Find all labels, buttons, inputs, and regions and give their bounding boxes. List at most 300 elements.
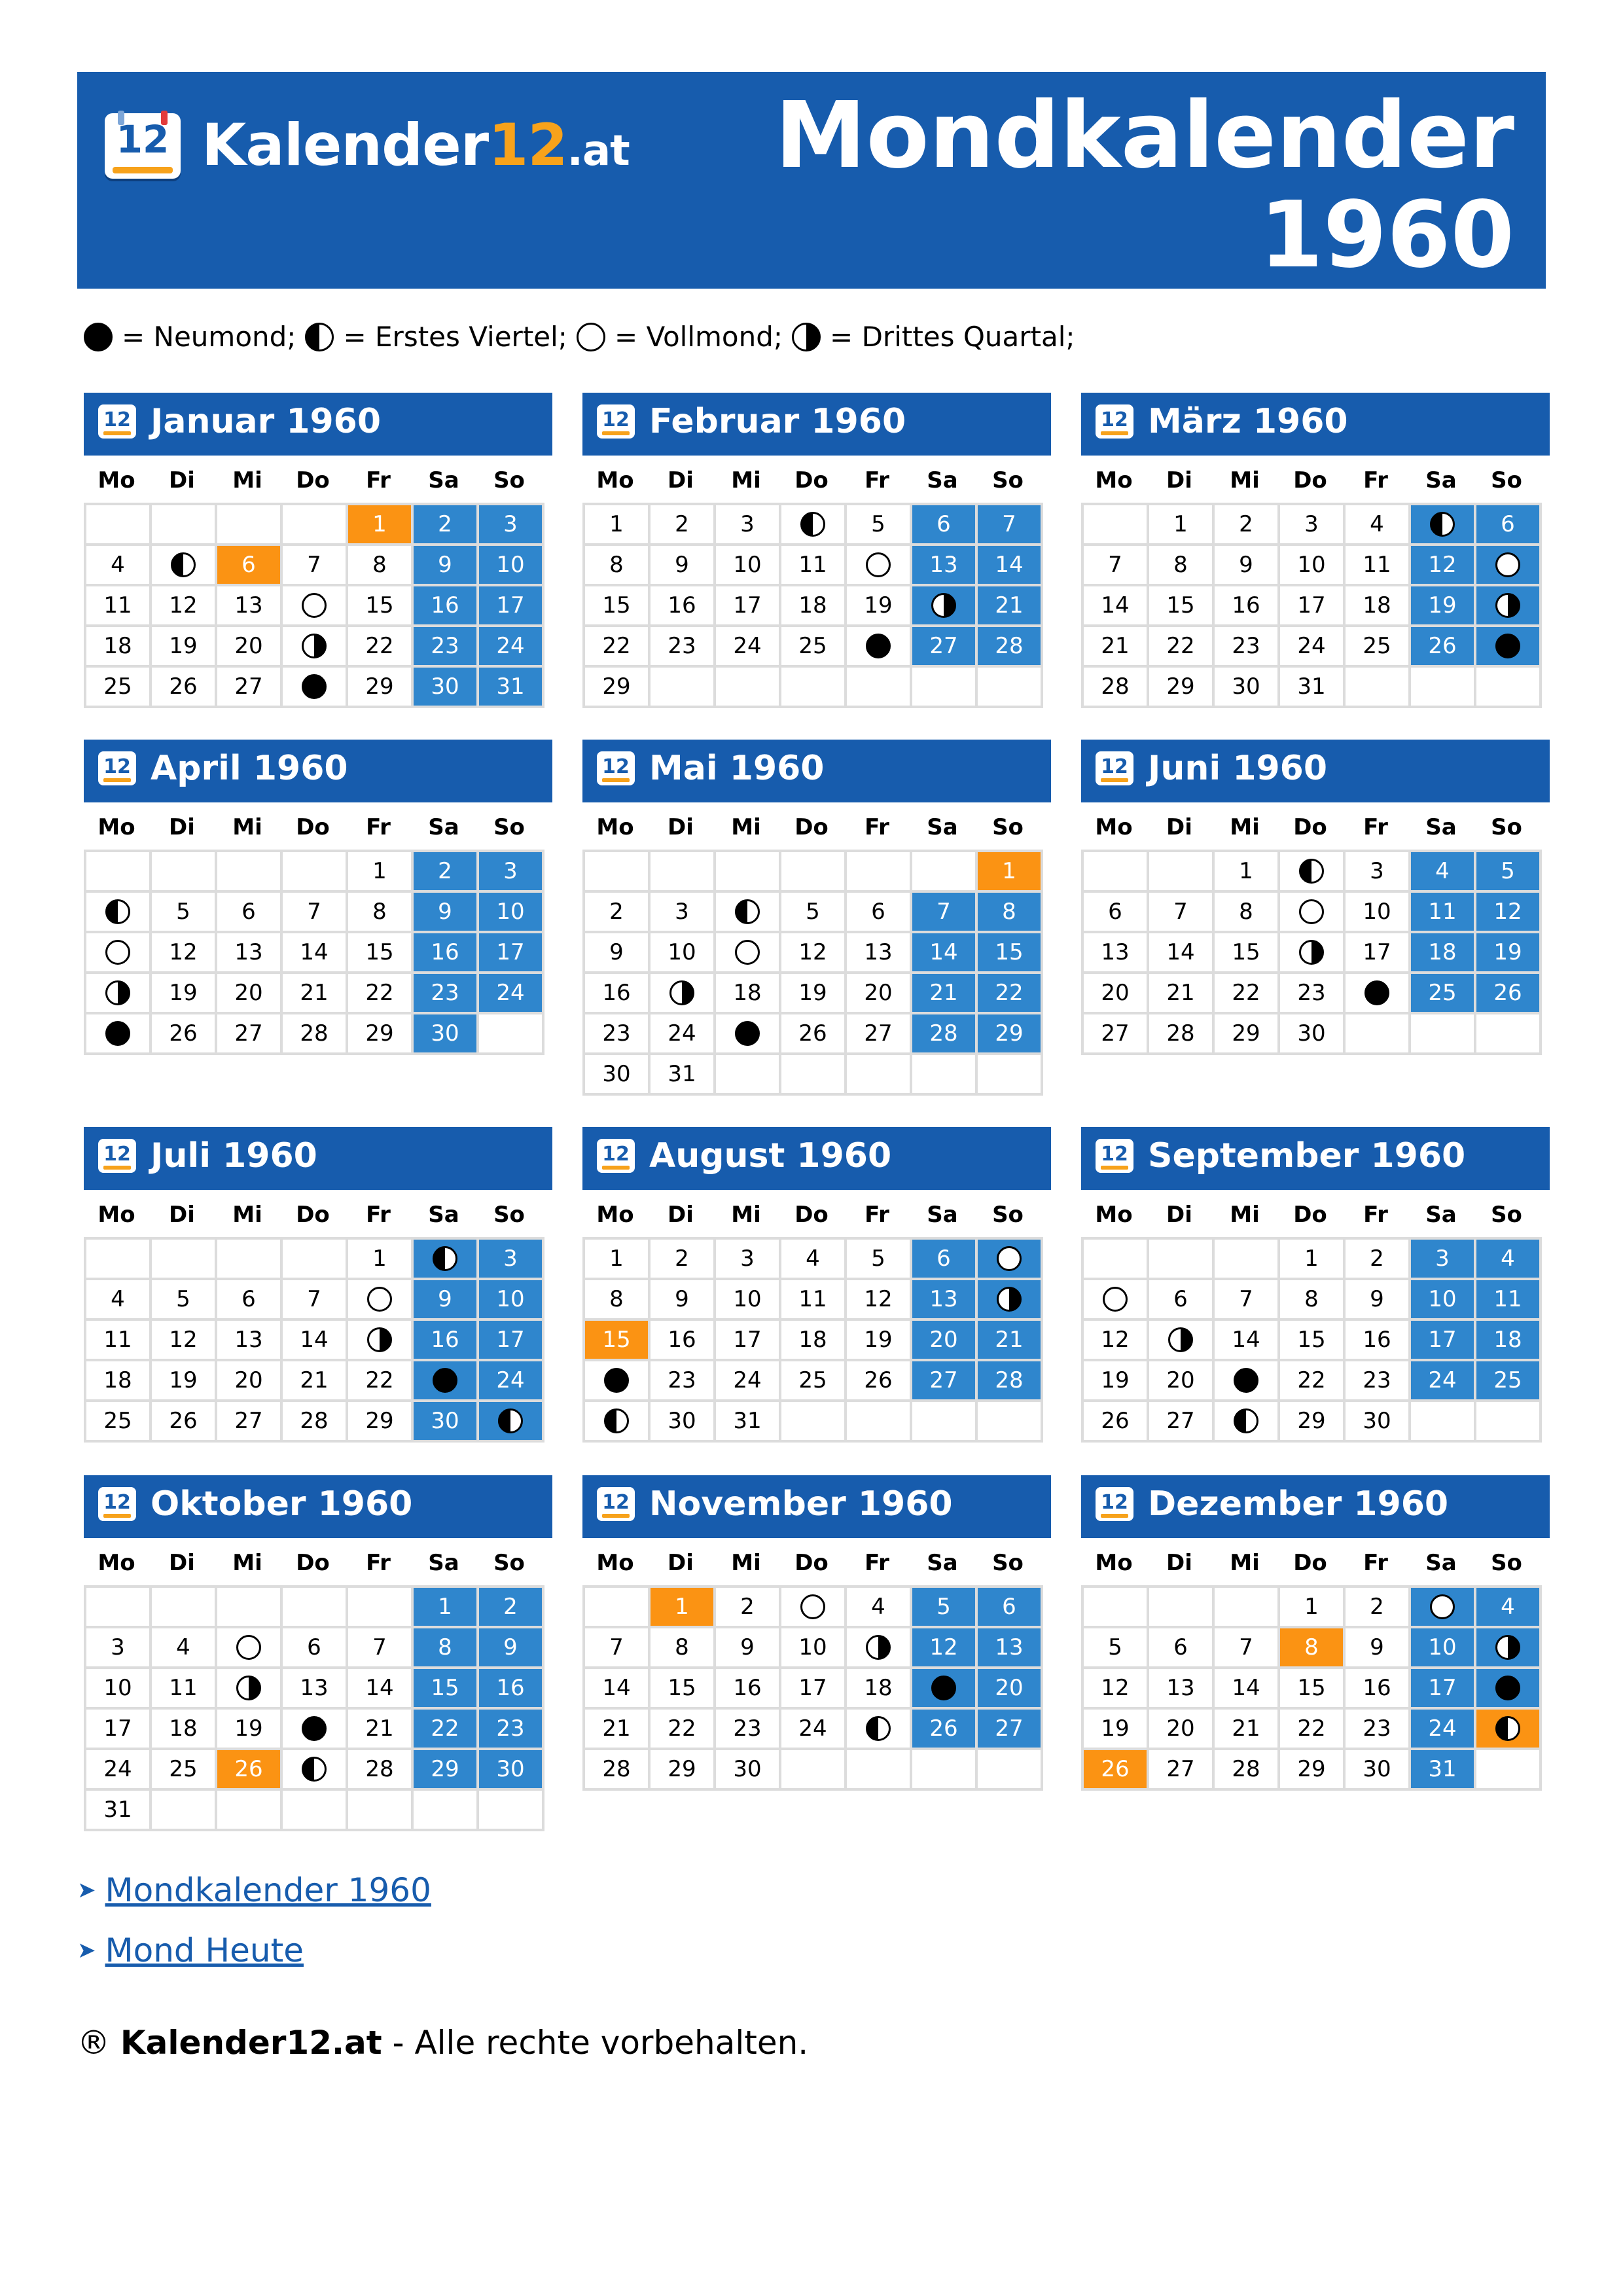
day-cell[interactable] bbox=[414, 668, 479, 708]
day-cell[interactable] bbox=[348, 852, 414, 893]
day-cell[interactable] bbox=[1215, 1014, 1280, 1055]
day-cell[interactable] bbox=[86, 974, 152, 1014]
day-cell[interactable] bbox=[978, 505, 1043, 546]
day-cell[interactable] bbox=[283, 546, 348, 586]
day-cell[interactable] bbox=[1346, 852, 1411, 893]
day-cell[interactable] bbox=[1411, 505, 1476, 546]
day-cell[interactable] bbox=[479, 1361, 544, 1402]
day-cell[interactable] bbox=[978, 586, 1043, 627]
day-cell[interactable] bbox=[283, 1280, 348, 1321]
day-cell[interactable] bbox=[283, 1628, 348, 1669]
day-cell[interactable] bbox=[1411, 1669, 1476, 1710]
day-cell[interactable] bbox=[1411, 1321, 1476, 1361]
day-cell[interactable] bbox=[847, 1321, 912, 1361]
day-cell[interactable] bbox=[1149, 546, 1215, 586]
day-cell[interactable] bbox=[1346, 1321, 1411, 1361]
day-cell[interactable] bbox=[283, 627, 348, 668]
day-cell[interactable] bbox=[781, 1321, 847, 1361]
day-cell[interactable] bbox=[1411, 1628, 1476, 1669]
day-cell[interactable] bbox=[86, 1402, 152, 1443]
day-cell[interactable] bbox=[1084, 1014, 1149, 1055]
day-cell[interactable] bbox=[847, 586, 912, 627]
day-cell[interactable] bbox=[978, 1669, 1043, 1710]
day-cell[interactable] bbox=[1476, 1240, 1542, 1280]
day-cell[interactable] bbox=[152, 1628, 217, 1669]
day-cell[interactable] bbox=[716, 546, 781, 586]
day-cell[interactable] bbox=[978, 1321, 1043, 1361]
day-cell[interactable] bbox=[1476, 627, 1542, 668]
day-cell[interactable] bbox=[912, 1669, 978, 1710]
day-cell[interactable] bbox=[651, 627, 716, 668]
day-cell[interactable] bbox=[1215, 933, 1280, 974]
day-cell[interactable] bbox=[1084, 933, 1149, 974]
day-cell[interactable] bbox=[1476, 1280, 1542, 1321]
day-cell[interactable] bbox=[86, 1361, 152, 1402]
day-cell[interactable] bbox=[1280, 933, 1346, 974]
day-cell[interactable] bbox=[1149, 1321, 1215, 1361]
day-cell[interactable] bbox=[585, 627, 651, 668]
day-cell[interactable] bbox=[348, 1280, 414, 1321]
day-cell[interactable] bbox=[348, 627, 414, 668]
day-cell[interactable] bbox=[152, 668, 217, 708]
day-cell[interactable] bbox=[1215, 1361, 1280, 1402]
day-cell[interactable] bbox=[1280, 1280, 1346, 1321]
day-cell[interactable] bbox=[912, 586, 978, 627]
day-cell[interactable] bbox=[1215, 1710, 1280, 1750]
day-cell[interactable] bbox=[217, 1321, 283, 1361]
day-cell[interactable] bbox=[912, 1240, 978, 1280]
day-cell[interactable] bbox=[86, 1710, 152, 1750]
day-cell[interactable] bbox=[585, 546, 651, 586]
day-cell[interactable] bbox=[479, 1588, 544, 1628]
day-cell[interactable] bbox=[1476, 586, 1542, 627]
day-cell[interactable] bbox=[1476, 1588, 1542, 1628]
day-cell[interactable] bbox=[86, 1750, 152, 1791]
day-cell[interactable] bbox=[781, 627, 847, 668]
day-cell[interactable] bbox=[651, 1321, 716, 1361]
day-cell[interactable] bbox=[978, 974, 1043, 1014]
day-cell[interactable] bbox=[86, 1669, 152, 1710]
day-cell[interactable] bbox=[479, 668, 544, 708]
day-cell[interactable] bbox=[1280, 1750, 1346, 1791]
day-cell[interactable] bbox=[348, 1750, 414, 1791]
day-cell[interactable] bbox=[1084, 974, 1149, 1014]
day-cell[interactable] bbox=[716, 505, 781, 546]
day-cell[interactable] bbox=[1411, 1280, 1476, 1321]
day-cell[interactable] bbox=[978, 852, 1043, 893]
day-cell[interactable] bbox=[847, 1280, 912, 1321]
day-cell[interactable] bbox=[716, 627, 781, 668]
day-cell[interactable] bbox=[1149, 668, 1215, 708]
day-cell[interactable] bbox=[716, 1321, 781, 1361]
day-cell[interactable] bbox=[781, 1588, 847, 1628]
day-cell[interactable] bbox=[847, 1014, 912, 1055]
day-cell[interactable] bbox=[978, 1240, 1043, 1280]
day-cell[interactable] bbox=[1084, 668, 1149, 708]
day-cell[interactable] bbox=[414, 1628, 479, 1669]
day-cell[interactable] bbox=[847, 1240, 912, 1280]
day-cell[interactable] bbox=[1476, 893, 1542, 933]
day-cell[interactable] bbox=[152, 1361, 217, 1402]
day-cell[interactable] bbox=[348, 933, 414, 974]
day-cell[interactable] bbox=[152, 893, 217, 933]
day-cell[interactable] bbox=[283, 1402, 348, 1443]
day-cell[interactable] bbox=[585, 668, 651, 708]
day-cell[interactable] bbox=[217, 586, 283, 627]
day-cell[interactable] bbox=[479, 1710, 544, 1750]
day-cell[interactable] bbox=[585, 1669, 651, 1710]
day-cell[interactable] bbox=[912, 893, 978, 933]
day-cell[interactable] bbox=[781, 974, 847, 1014]
day-cell[interactable] bbox=[348, 546, 414, 586]
day-cell[interactable] bbox=[1346, 1628, 1411, 1669]
day-cell[interactable] bbox=[283, 1014, 348, 1055]
day-cell[interactable] bbox=[479, 586, 544, 627]
day-cell[interactable] bbox=[847, 1628, 912, 1669]
day-cell[interactable] bbox=[1280, 1628, 1346, 1669]
day-cell[interactable] bbox=[348, 1402, 414, 1443]
day-cell[interactable] bbox=[1346, 974, 1411, 1014]
day-cell[interactable] bbox=[651, 933, 716, 974]
day-cell[interactable] bbox=[847, 546, 912, 586]
day-cell[interactable] bbox=[414, 974, 479, 1014]
day-cell[interactable] bbox=[348, 974, 414, 1014]
day-cell[interactable] bbox=[781, 933, 847, 974]
day-cell[interactable] bbox=[1280, 586, 1346, 627]
day-cell[interactable] bbox=[716, 1280, 781, 1321]
day-cell[interactable] bbox=[1346, 586, 1411, 627]
day-cell[interactable] bbox=[1084, 1669, 1149, 1710]
day-cell[interactable] bbox=[348, 505, 414, 546]
day-cell[interactable] bbox=[1280, 546, 1346, 586]
day-cell[interactable] bbox=[1346, 627, 1411, 668]
day-cell[interactable] bbox=[414, 1588, 479, 1628]
day-cell[interactable] bbox=[86, 893, 152, 933]
day-cell[interactable] bbox=[781, 1669, 847, 1710]
day-cell[interactable] bbox=[781, 1710, 847, 1750]
day-cell[interactable] bbox=[847, 505, 912, 546]
day-cell[interactable] bbox=[1346, 1361, 1411, 1402]
day-cell[interactable] bbox=[414, 1321, 479, 1361]
day-cell[interactable] bbox=[479, 1750, 544, 1791]
day-cell[interactable] bbox=[585, 1628, 651, 1669]
day-cell[interactable] bbox=[1149, 893, 1215, 933]
day-cell[interactable] bbox=[847, 1669, 912, 1710]
day-cell[interactable] bbox=[414, 1240, 479, 1280]
day-cell[interactable] bbox=[1084, 586, 1149, 627]
day-cell[interactable] bbox=[1149, 1280, 1215, 1321]
day-cell[interactable] bbox=[1280, 1710, 1346, 1750]
day-cell[interactable] bbox=[912, 1628, 978, 1669]
day-cell[interactable] bbox=[651, 546, 716, 586]
day-cell[interactable] bbox=[1346, 546, 1411, 586]
day-cell[interactable] bbox=[217, 974, 283, 1014]
day-cell[interactable] bbox=[1411, 852, 1476, 893]
day-cell[interactable] bbox=[585, 1710, 651, 1750]
day-cell[interactable] bbox=[283, 1669, 348, 1710]
day-cell[interactable] bbox=[414, 1750, 479, 1791]
day-cell[interactable] bbox=[651, 1014, 716, 1055]
day-cell[interactable] bbox=[1476, 505, 1542, 546]
day-cell[interactable] bbox=[1215, 586, 1280, 627]
day-cell[interactable] bbox=[651, 1402, 716, 1443]
day-cell[interactable] bbox=[585, 1402, 651, 1443]
day-cell[interactable] bbox=[479, 1402, 544, 1443]
day-cell[interactable] bbox=[912, 1361, 978, 1402]
day-cell[interactable] bbox=[1280, 627, 1346, 668]
day-cell[interactable] bbox=[479, 1628, 544, 1669]
day-cell[interactable] bbox=[86, 586, 152, 627]
day-cell[interactable] bbox=[1215, 546, 1280, 586]
day-cell[interactable] bbox=[1476, 974, 1542, 1014]
day-cell[interactable] bbox=[1346, 1588, 1411, 1628]
day-cell[interactable] bbox=[283, 1321, 348, 1361]
day-cell[interactable] bbox=[716, 1402, 781, 1443]
day-cell[interactable] bbox=[414, 1710, 479, 1750]
day-cell[interactable] bbox=[479, 852, 544, 893]
day-cell[interactable] bbox=[217, 933, 283, 974]
day-cell[interactable] bbox=[716, 1750, 781, 1791]
day-cell[interactable] bbox=[1149, 1628, 1215, 1669]
day-cell[interactable] bbox=[1476, 852, 1542, 893]
day-cell[interactable] bbox=[1149, 1361, 1215, 1402]
day-cell[interactable] bbox=[1346, 1402, 1411, 1443]
day-cell[interactable] bbox=[978, 1588, 1043, 1628]
day-cell[interactable] bbox=[283, 933, 348, 974]
day-cell[interactable] bbox=[1280, 1014, 1346, 1055]
day-cell[interactable] bbox=[585, 933, 651, 974]
day-cell[interactable] bbox=[912, 1014, 978, 1055]
day-cell[interactable] bbox=[1084, 1628, 1149, 1669]
day-cell[interactable] bbox=[1411, 1710, 1476, 1750]
day-cell[interactable] bbox=[847, 933, 912, 974]
day-cell[interactable] bbox=[283, 668, 348, 708]
day-cell[interactable] bbox=[1346, 1710, 1411, 1750]
day-cell[interactable] bbox=[414, 1402, 479, 1443]
day-cell[interactable] bbox=[978, 1628, 1043, 1669]
day-cell[interactable] bbox=[217, 546, 283, 586]
day-cell[interactable] bbox=[1149, 1669, 1215, 1710]
day-cell[interactable] bbox=[585, 1280, 651, 1321]
day-cell[interactable] bbox=[1476, 546, 1542, 586]
day-cell[interactable] bbox=[978, 893, 1043, 933]
day-cell[interactable] bbox=[348, 668, 414, 708]
day-cell[interactable] bbox=[585, 1750, 651, 1791]
day-cell[interactable] bbox=[152, 974, 217, 1014]
day-cell[interactable] bbox=[651, 893, 716, 933]
day-cell[interactable] bbox=[716, 1361, 781, 1402]
day-cell[interactable] bbox=[912, 974, 978, 1014]
day-cell[interactable] bbox=[912, 1588, 978, 1628]
day-cell[interactable] bbox=[1476, 1361, 1542, 1402]
day-cell[interactable] bbox=[1084, 1710, 1149, 1750]
day-cell[interactable] bbox=[1084, 1402, 1149, 1443]
day-cell[interactable] bbox=[978, 1361, 1043, 1402]
day-cell[interactable] bbox=[781, 505, 847, 546]
day-cell[interactable] bbox=[978, 1280, 1043, 1321]
day-cell[interactable] bbox=[414, 852, 479, 893]
day-cell[interactable] bbox=[1215, 1750, 1280, 1791]
day-cell[interactable] bbox=[217, 627, 283, 668]
day-cell[interactable] bbox=[479, 1280, 544, 1321]
day-cell[interactable] bbox=[217, 1014, 283, 1055]
day-cell[interactable] bbox=[283, 974, 348, 1014]
day-cell[interactable] bbox=[86, 1791, 152, 1831]
link-mond-heute[interactable]: Mond Heute bbox=[105, 1931, 304, 1969]
day-cell[interactable] bbox=[152, 1321, 217, 1361]
day-cell[interactable] bbox=[585, 1014, 651, 1055]
day-cell[interactable] bbox=[1215, 974, 1280, 1014]
day-cell[interactable] bbox=[348, 1361, 414, 1402]
day-cell[interactable] bbox=[585, 893, 651, 933]
day-cell[interactable] bbox=[1149, 1750, 1215, 1791]
day-cell[interactable] bbox=[348, 1321, 414, 1361]
day-cell[interactable] bbox=[1346, 505, 1411, 546]
day-cell[interactable] bbox=[217, 1361, 283, 1402]
day-cell[interactable] bbox=[1280, 893, 1346, 933]
day-cell[interactable] bbox=[978, 933, 1043, 974]
day-cell[interactable] bbox=[716, 1240, 781, 1280]
day-cell[interactable] bbox=[152, 1014, 217, 1055]
day-cell[interactable] bbox=[585, 1055, 651, 1096]
day-cell[interactable] bbox=[847, 1588, 912, 1628]
day-cell[interactable] bbox=[1476, 1710, 1542, 1750]
day-cell[interactable] bbox=[348, 1710, 414, 1750]
day-cell[interactable] bbox=[1215, 1669, 1280, 1710]
day-cell[interactable] bbox=[651, 1280, 716, 1321]
day-cell[interactable] bbox=[152, 1280, 217, 1321]
site-logo[interactable] bbox=[105, 106, 630, 183]
day-cell[interactable] bbox=[781, 1240, 847, 1280]
day-cell[interactable] bbox=[781, 1628, 847, 1669]
link-mondkalender[interactable]: Mondkalender 1960 bbox=[105, 1871, 431, 1909]
day-cell[interactable] bbox=[1084, 1280, 1149, 1321]
day-cell[interactable] bbox=[847, 893, 912, 933]
day-cell[interactable] bbox=[152, 933, 217, 974]
day-cell[interactable] bbox=[152, 1710, 217, 1750]
day-cell[interactable] bbox=[1215, 668, 1280, 708]
day-cell[interactable] bbox=[1346, 933, 1411, 974]
day-cell[interactable] bbox=[414, 933, 479, 974]
day-cell[interactable] bbox=[414, 586, 479, 627]
day-cell[interactable] bbox=[1084, 1361, 1149, 1402]
day-cell[interactable] bbox=[912, 1321, 978, 1361]
day-cell[interactable] bbox=[86, 1628, 152, 1669]
day-cell[interactable] bbox=[1215, 1280, 1280, 1321]
day-cell[interactable] bbox=[1280, 1321, 1346, 1361]
day-cell[interactable] bbox=[651, 505, 716, 546]
day-cell[interactable] bbox=[1280, 1240, 1346, 1280]
day-cell[interactable] bbox=[414, 1280, 479, 1321]
day-cell[interactable] bbox=[1280, 1361, 1346, 1402]
day-cell[interactable] bbox=[86, 1280, 152, 1321]
day-cell[interactable] bbox=[585, 1361, 651, 1402]
day-cell[interactable] bbox=[651, 1628, 716, 1669]
day-cell[interactable] bbox=[781, 893, 847, 933]
day-cell[interactable] bbox=[585, 1240, 651, 1280]
day-cell[interactable] bbox=[217, 1750, 283, 1791]
day-cell[interactable] bbox=[978, 627, 1043, 668]
day-cell[interactable] bbox=[86, 1321, 152, 1361]
day-cell[interactable] bbox=[847, 627, 912, 668]
day-cell[interactable] bbox=[1215, 852, 1280, 893]
day-cell[interactable] bbox=[1346, 1280, 1411, 1321]
day-cell[interactable] bbox=[1215, 505, 1280, 546]
day-cell[interactable] bbox=[1476, 933, 1542, 974]
day-cell[interactable] bbox=[152, 546, 217, 586]
day-cell[interactable] bbox=[1411, 586, 1476, 627]
day-cell[interactable] bbox=[781, 586, 847, 627]
day-cell[interactable] bbox=[651, 1710, 716, 1750]
day-cell[interactable] bbox=[1411, 933, 1476, 974]
day-cell[interactable] bbox=[781, 546, 847, 586]
day-cell[interactable] bbox=[217, 1280, 283, 1321]
day-cell[interactable] bbox=[1346, 1669, 1411, 1710]
day-cell[interactable] bbox=[912, 1280, 978, 1321]
day-cell[interactable] bbox=[479, 933, 544, 974]
day-cell[interactable] bbox=[1084, 1321, 1149, 1361]
day-cell[interactable] bbox=[1476, 1321, 1542, 1361]
day-cell[interactable] bbox=[479, 893, 544, 933]
day-cell[interactable] bbox=[283, 1750, 348, 1791]
day-cell[interactable] bbox=[651, 1361, 716, 1402]
day-cell[interactable] bbox=[479, 1669, 544, 1710]
day-cell[interactable] bbox=[585, 505, 651, 546]
day-cell[interactable] bbox=[847, 1710, 912, 1750]
day-cell[interactable] bbox=[1280, 974, 1346, 1014]
day-cell[interactable] bbox=[283, 1710, 348, 1750]
day-cell[interactable] bbox=[912, 505, 978, 546]
day-cell[interactable] bbox=[479, 1321, 544, 1361]
day-cell[interactable] bbox=[1346, 893, 1411, 933]
day-cell[interactable] bbox=[912, 933, 978, 974]
day-cell[interactable] bbox=[1149, 627, 1215, 668]
day-cell[interactable] bbox=[1280, 668, 1346, 708]
day-cell[interactable] bbox=[1411, 1750, 1476, 1791]
day-cell[interactable] bbox=[152, 586, 217, 627]
day-cell[interactable] bbox=[651, 586, 716, 627]
day-cell[interactable] bbox=[1215, 893, 1280, 933]
day-cell[interactable] bbox=[414, 627, 479, 668]
day-cell[interactable] bbox=[716, 893, 781, 933]
day-cell[interactable] bbox=[716, 586, 781, 627]
day-cell[interactable] bbox=[217, 1628, 283, 1669]
day-cell[interactable] bbox=[585, 1321, 651, 1361]
day-cell[interactable] bbox=[912, 546, 978, 586]
day-cell[interactable] bbox=[479, 974, 544, 1014]
day-cell[interactable] bbox=[716, 933, 781, 974]
day-cell[interactable] bbox=[1149, 1710, 1215, 1750]
day-cell[interactable] bbox=[86, 933, 152, 974]
day-cell[interactable] bbox=[847, 1361, 912, 1402]
day-cell[interactable] bbox=[283, 1361, 348, 1402]
day-cell[interactable] bbox=[912, 1710, 978, 1750]
day-cell[interactable] bbox=[479, 1240, 544, 1280]
day-cell[interactable] bbox=[479, 546, 544, 586]
day-cell[interactable] bbox=[847, 974, 912, 1014]
day-cell[interactable] bbox=[585, 974, 651, 1014]
day-cell[interactable] bbox=[978, 546, 1043, 586]
day-cell[interactable] bbox=[1411, 974, 1476, 1014]
day-cell[interactable] bbox=[1084, 893, 1149, 933]
day-cell[interactable] bbox=[912, 627, 978, 668]
day-cell[interactable] bbox=[716, 1710, 781, 1750]
day-cell[interactable] bbox=[651, 1750, 716, 1791]
day-cell[interactable] bbox=[1411, 1588, 1476, 1628]
day-cell[interactable] bbox=[716, 974, 781, 1014]
day-cell[interactable] bbox=[152, 1669, 217, 1710]
day-cell[interactable] bbox=[781, 1014, 847, 1055]
